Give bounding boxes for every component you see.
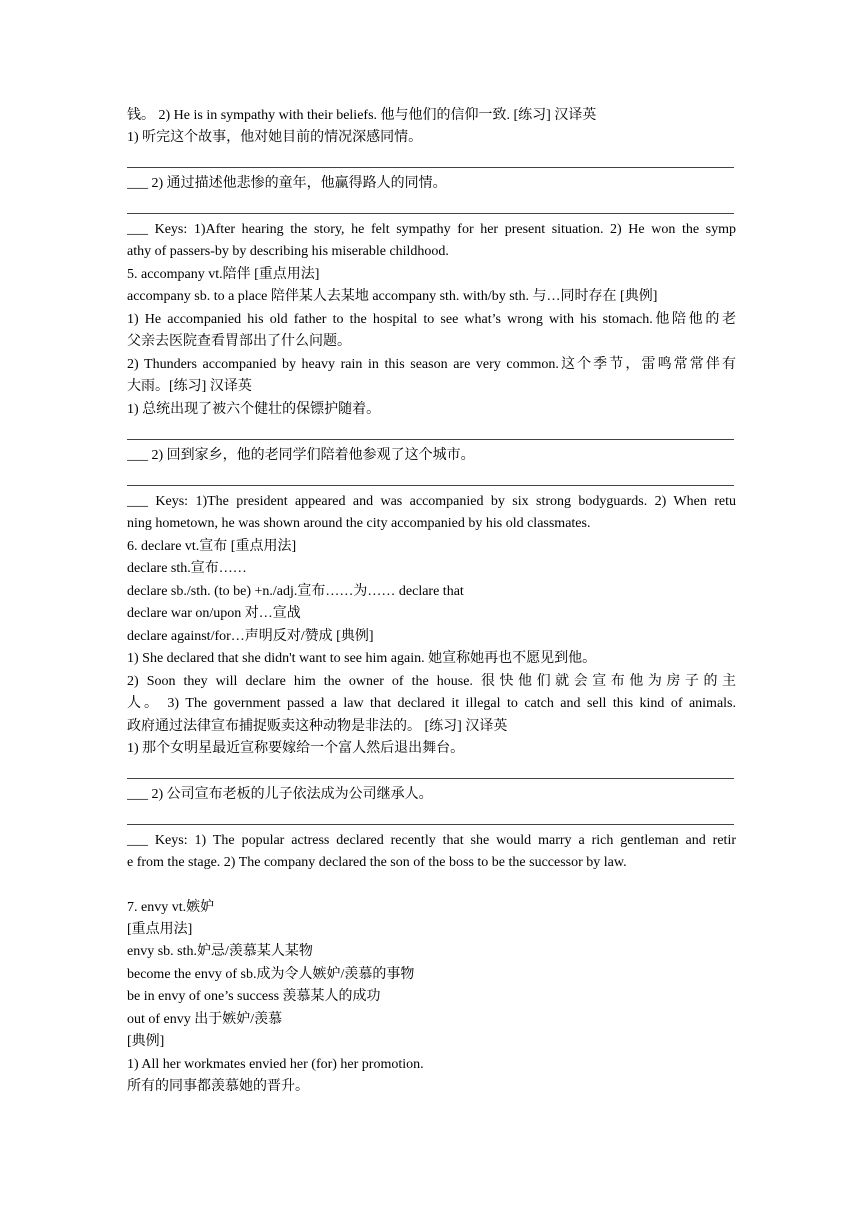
text-line: accompany sb. to a place 陪伴某人去某地 accompany sth. with/by sth. 与…同时存在 [典例] [127,289,658,304]
text-line: ___ Keys: 1)After hearing the story, he felt sympathy for her present situation. 2) He won the symp [127,222,736,237]
answer-blank-line [127,167,734,168]
text-line: be in envy of one’s success 羡慕某人的成功 [127,989,381,1004]
text-line: declare sb./sth. (to be) +n./adj.宣布……为…… declare that [127,584,464,599]
text-line: ___ 2) 通过描述他悲惨的童年，他赢得路人的同情。 [127,176,447,191]
text-line: 1) All her workmates envied her (for) her promotion. [127,1057,424,1072]
section-heading: 7. envy vt.嫉妒 [127,900,215,915]
answer-blank-line [127,485,734,486]
answer-blank-line [127,439,734,440]
text-line: ___ Keys: 1)The president appeared and was accompanied by six strong bodyguards. 2) When retu [127,494,736,509]
text-line: become the envy of sb.成为令人嫉妒/羡慕的事物 [127,967,415,982]
text-line: 政府通过法律宣布捕捉贩卖这种动物是非法的。 [练习] 汉译英 [127,719,508,734]
text-line: 1) 那个女明星最近宣称要嫁给一个富人然后退出舞台。 [127,741,465,756]
answer-blank-line [127,778,734,779]
text-line: 父亲去医院查看胃部出了什么问题。 [127,334,351,349]
text-line: athy of passers-by by describing his miserable childhood. [127,244,449,259]
section-heading: 5. accompany vt.陪伴 [重点用法] [127,267,320,282]
text-line: 1) He accompanied his old father to the hospital to see what’s wrong with his stomach.他陪他的老 [127,312,736,327]
text-line: declare against/for…声明反对/赞成 [典例] [127,629,374,644]
text-line: [典例] [127,1034,165,1049]
text-line: 2) Thunders accompanied by heavy rain in this season are very common.这个季节，雷鸣常常伴有 [127,357,736,372]
text-line: 1) She declared that she didn't want to see him again. 她宣称她再也不愿见到他。 [127,651,597,666]
text-line: [重点用法] [127,922,193,937]
answer-blank-line [127,213,734,214]
text-line: e from the stage. 2) The company declared the son of the boss to be the successor by law. [127,855,627,870]
text-line: ning hometown, he was shown around the city accompanied by his old classmates. [127,516,591,531]
text-line: 2) Soon they will declare him the owner of the house. 很快他们就会宣布他为房子的主 [127,674,736,689]
text-line: ___ Keys: 1) The popular actress declared recently that she would marry a rich gentleman and retir [127,833,736,848]
text-line: 所有的同事都羡慕她的晋升。 [127,1079,309,1094]
text-line: 1) 听完这个故事，他对她目前的情况深感同情。 [127,130,423,145]
text-line: 大雨。[练习] 汉译英 [127,379,252,394]
text-line: 1) 总统出现了被六个健壮的保镖护随着。 [127,402,381,417]
text-line: 人。 3) The government passed a law that declared it illegal to catch and sell this kind of animals. [127,696,736,711]
section-heading: 6. declare vt.宣布 [重点用法] [127,539,297,554]
text-line: envy sb. sth.妒忌/羡慕某人某物 [127,944,313,959]
text-line: out of envy 出于嫉妒/羡慕 [127,1012,283,1027]
text-line: ___ 2) 公司宣布老板的儿子依法成为公司继承人。 [127,787,433,802]
text-line: declare sth.宣布…… [127,561,247,576]
answer-blank-line [127,824,734,825]
text-line: declare war on/upon 对…宣战 [127,606,301,621]
text-line: 钱。 2) He is in sympathy with their beliefs. 他与他们的信仰一致. [练习] 汉译英 [127,108,597,123]
text-line: ___ 2) 回到家乡，他的老同学们陪着他参观了这个城市。 [127,448,475,463]
